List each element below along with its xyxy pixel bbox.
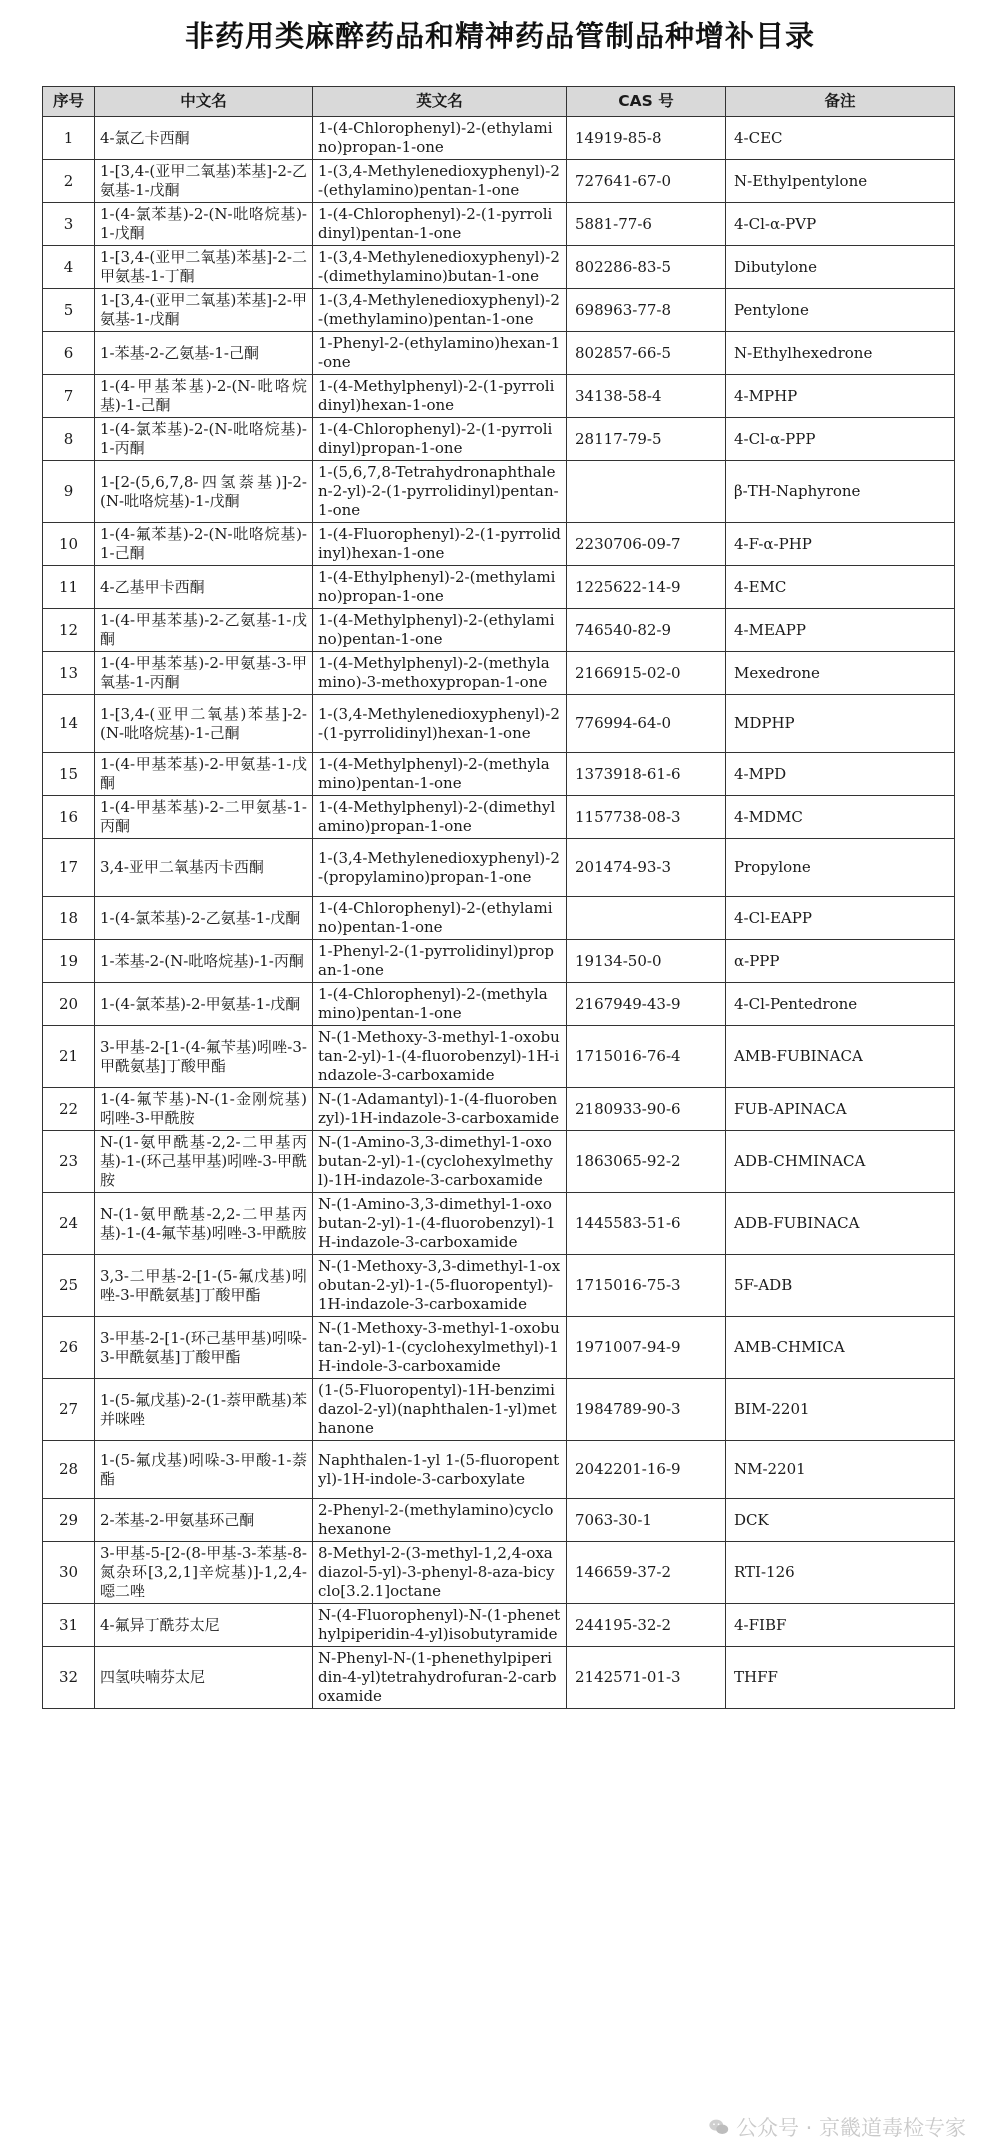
table-row xyxy=(43,1317,955,1379)
cell-chinese-name: 四氢呋喃芬太尼 xyxy=(95,1647,313,1709)
cell-english-name: N-(1-Methoxy-3,3-dimethyl-1-oxobutan-2-yl)-1-(5-fluoropentyl)-1H-indazole-3-carboxamide xyxy=(313,1255,567,1317)
cell-note: 4-Cl-Pentedrone xyxy=(726,983,955,1026)
cell-english-name: 1-(3,4-Methylenedioxyphenyl)-2-(dimethylamino)butan-1-one xyxy=(313,246,567,289)
table-row xyxy=(43,289,955,332)
cell-cas: 727641-67-0 xyxy=(567,160,726,203)
table-row xyxy=(43,1088,955,1131)
cell-index: 12 xyxy=(43,609,95,652)
cell-index: 16 xyxy=(43,796,95,839)
table-row xyxy=(43,160,955,203)
cell-note: AMB-CHMICA xyxy=(726,1317,955,1379)
table-body xyxy=(43,117,955,1709)
cell-chinese-name: 1-(4-氟苯基)-2-(N-吡咯烷基)-1-己酮 xyxy=(95,523,313,566)
cell-note: 4-CEC xyxy=(726,117,955,160)
cell-index: 2 xyxy=(43,160,95,203)
cell-english-name: N-(1-Methoxy-3-methyl-1-oxobutan-2-yl)-1-(cyclohexylmethyl)-1H-indole-3-carboxamide xyxy=(313,1317,567,1379)
cell-note: MDPHP xyxy=(726,695,955,753)
cell-english-name: 1-(3,4-Methylenedioxyphenyl)-2-(propylamino)propan-1-one xyxy=(313,839,567,897)
cell-chinese-name: 3-甲基-5-[2-(8-甲基-3-苯基-8-氮杂环[3,2,1]辛烷基)]-1,2,4-噁二唑 xyxy=(95,1542,313,1604)
table-row xyxy=(43,566,955,609)
cell-chinese-name: 1-苯基-2-(N-吡咯烷基)-1-丙酮 xyxy=(95,940,313,983)
cell-cas: 1225622-14-9 xyxy=(567,566,726,609)
cell-note: 4-F-α-PHP xyxy=(726,523,955,566)
header-index: 序号 xyxy=(43,87,95,117)
cell-cas: 28117-79-5 xyxy=(567,418,726,461)
cell-note: FUB-APINACA xyxy=(726,1088,955,1131)
cell-chinese-name: 1-(5-氟戊基)-2-(1-萘甲酰基)苯并咪唑 xyxy=(95,1379,313,1441)
table-row xyxy=(43,695,955,753)
cell-index: 27 xyxy=(43,1379,95,1441)
table-row xyxy=(43,1193,955,1255)
cell-english-name: N-(1-Methoxy-3-methyl-1-oxobutan-2-yl)-1-(4-fluorobenzyl)-1H-indazole-3-carboxamide xyxy=(313,1026,567,1088)
header-chinese-name: 中文名 xyxy=(95,87,313,117)
cell-note: RTI-126 xyxy=(726,1542,955,1604)
cell-index: 14 xyxy=(43,695,95,753)
cell-chinese-name: 1-(4-氯苯基)-2-(N-吡咯烷基)-1-丙酮 xyxy=(95,418,313,461)
cell-english-name: 1-(4-Methylphenyl)-2-(ethylamino)pentan-1-one xyxy=(313,609,567,652)
table-row xyxy=(43,332,955,375)
header-english-name: 英文名 xyxy=(313,87,567,117)
cell-chinese-name: 2-苯基-2-甲氨基环己酮 xyxy=(95,1499,313,1542)
cell-english-name: 1-(4-Methylphenyl)-2-(methylamino)-3-methoxypropan-1-one xyxy=(313,652,567,695)
cell-english-name: 1-(4-Chlorophenyl)-2-(ethylamino)pentan-1-one xyxy=(313,897,567,940)
cell-chinese-name: 4-乙基甲卡西酮 xyxy=(95,566,313,609)
cell-chinese-name: 1-(4-氯苯基)-2-(N-吡咯烷基)-1-戊酮 xyxy=(95,203,313,246)
cell-index: 18 xyxy=(43,897,95,940)
cell-index: 6 xyxy=(43,332,95,375)
cell-english-name: 1-(3,4-Methylenedioxyphenyl)-2-(ethylamino)pentan-1-one xyxy=(313,160,567,203)
cell-chinese-name: 3-甲基-2-[1-(4-氟苄基)吲唑-3-甲酰氨基]丁酸甲酯 xyxy=(95,1026,313,1088)
table-row xyxy=(43,1379,955,1441)
table-row xyxy=(43,609,955,652)
cell-note: 4-MEAPP xyxy=(726,609,955,652)
cell-chinese-name: 4-氟异丁酰芬太尼 xyxy=(95,1604,313,1647)
cell-note: N-Ethylpentylone xyxy=(726,160,955,203)
cell-note: 4-MPHP xyxy=(726,375,955,418)
cell-note: 4-EMC xyxy=(726,566,955,609)
cell-cas: 802857-66-5 xyxy=(567,332,726,375)
cell-chinese-name: 1-苯基-2-乙氨基-1-己酮 xyxy=(95,332,313,375)
controlled-substances-table xyxy=(42,86,955,1709)
cell-index: 21 xyxy=(43,1026,95,1088)
cell-cas: 1715016-76-4 xyxy=(567,1026,726,1088)
table-header-row xyxy=(43,87,955,117)
cell-english-name: 1-Phenyl-2-(ethylamino)hexan-1-one xyxy=(313,332,567,375)
cell-chinese-name: 4-氯乙卡西酮 xyxy=(95,117,313,160)
cell-cas: 34138-58-4 xyxy=(567,375,726,418)
cell-index: 10 xyxy=(43,523,95,566)
cell-index: 24 xyxy=(43,1193,95,1255)
cell-english-name: N-(4-Fluorophenyl)-N-(1-phenethylpiperidin-4-yl)isobutyramide xyxy=(313,1604,567,1647)
cell-chinese-name: 1-(5-氟戊基)吲哚-3-甲酸-1-萘酯 xyxy=(95,1441,313,1499)
cell-english-name: 1-(5,6,7,8-Tetrahydronaphthalen-2-yl)-2-(1-pyrrolidinyl)pentan-1-one xyxy=(313,461,567,523)
cell-cas: 2180933-90-6 xyxy=(567,1088,726,1131)
cell-cas: 776994-64-0 xyxy=(567,695,726,753)
cell-index: 28 xyxy=(43,1441,95,1499)
cell-index: 8 xyxy=(43,418,95,461)
cell-chinese-name: 1-[2-(5,6,7,8-四氢萘基)]-2-(N-吡咯烷基)-1-戊酮 xyxy=(95,461,313,523)
cell-chinese-name: N-(1-氨甲酰基-2,2-二甲基丙基)-1-(环己基甲基)吲唑-3-甲酰胺 xyxy=(95,1131,313,1193)
cell-note: 5F-ADB xyxy=(726,1255,955,1317)
cell-note: Propylone xyxy=(726,839,955,897)
cell-cas: 1445583-51-6 xyxy=(567,1193,726,1255)
cell-index: 11 xyxy=(43,566,95,609)
cell-note: N-Ethylhexedrone xyxy=(726,332,955,375)
cell-note: ADB-FUBINACA xyxy=(726,1193,955,1255)
cell-note: ADB-CHMINACA xyxy=(726,1131,955,1193)
cell-note: Mexedrone xyxy=(726,652,955,695)
cell-english-name: 8-Methyl-2-(3-methyl-1,2,4-oxadiazol-5-yl)-3-phenyl-8-aza-bicyclo[3.2.1]octane xyxy=(313,1542,567,1604)
cell-index: 9 xyxy=(43,461,95,523)
table-row xyxy=(43,203,955,246)
table-row xyxy=(43,1026,955,1088)
cell-note: 4-Cl-EAPP xyxy=(726,897,955,940)
cell-chinese-name: 1-[3,4-(亚甲二氧基)苯基]-2-甲氨基-1-戊酮 xyxy=(95,289,313,332)
watermark xyxy=(708,2112,966,2142)
cell-note: β-TH-Naphyrone xyxy=(726,461,955,523)
table-row xyxy=(43,1499,955,1542)
cell-cas: 2230706-09-7 xyxy=(567,523,726,566)
cell-cas: 2166915-02-0 xyxy=(567,652,726,695)
cell-note: THFF xyxy=(726,1647,955,1709)
table-row xyxy=(43,796,955,839)
cell-english-name: (1-(5-Fluoropentyl)-1H-benzimidazol-2-yl)(naphthalen-1-yl)methanone xyxy=(313,1379,567,1441)
cell-note: Pentylone xyxy=(726,289,955,332)
cell-cas: 201474-93-3 xyxy=(567,839,726,897)
cell-cas xyxy=(567,897,726,940)
cell-cas: 1971007-94-9 xyxy=(567,1317,726,1379)
cell-english-name: N-(1-Adamantyl)-1-(4-fluorobenzyl)-1H-indazole-3-carboxamide xyxy=(313,1088,567,1131)
cell-chinese-name: 1-[3,4-(亚甲二氧基)苯基]-2-二甲氨基-1-丁酮 xyxy=(95,246,313,289)
table-row xyxy=(43,117,955,160)
cell-note: Dibutylone xyxy=(726,246,955,289)
cell-english-name: 1-(4-Ethylphenyl)-2-(methylamino)propan-1-one xyxy=(313,566,567,609)
cell-cas: 1157738-08-3 xyxy=(567,796,726,839)
cell-note: BIM-2201 xyxy=(726,1379,955,1441)
cell-note: 4-FIBF xyxy=(726,1604,955,1647)
cell-note: AMB-FUBINACA xyxy=(726,1026,955,1088)
cell-english-name: 1-(4-Methylphenyl)-2-(dimethylamino)propan-1-one xyxy=(313,796,567,839)
cell-index: 15 xyxy=(43,753,95,796)
table-row xyxy=(43,1131,955,1193)
cell-cas: 146659-37-2 xyxy=(567,1542,726,1604)
cell-cas: 1984789-90-3 xyxy=(567,1379,726,1441)
cell-cas: 5881-77-6 xyxy=(567,203,726,246)
cell-cas: 698963-77-8 xyxy=(567,289,726,332)
cell-cas: 7063-30-1 xyxy=(567,1499,726,1542)
cell-chinese-name: 1-(4-甲基苯基)-2-甲氨基-3-甲氧基-1-丙酮 xyxy=(95,652,313,695)
table-row xyxy=(43,418,955,461)
cell-chinese-name: 1-(4-氟苄基)-N-(1-金刚烷基)吲唑-3-甲酰胺 xyxy=(95,1088,313,1131)
watermark-text: 公众号 · 京畿道毒检专家 xyxy=(735,2116,966,2140)
cell-english-name: 1-(4-Chlorophenyl)-2-(ethylamino)propan-1-one xyxy=(313,117,567,160)
cell-english-name: 1-(4-Chlorophenyl)-2-(methylamino)pentan-1-one xyxy=(313,983,567,1026)
cell-english-name: 1-(4-Methylphenyl)-2-(1-pyrrolidinyl)hexan-1-one xyxy=(313,375,567,418)
table-row xyxy=(43,246,955,289)
table-row xyxy=(43,1604,955,1647)
table-row xyxy=(43,897,955,940)
cell-index: 23 xyxy=(43,1131,95,1193)
cell-english-name: 1-(4-Chlorophenyl)-2-(1-pyrrolidinyl)propan-1-one xyxy=(313,418,567,461)
cell-index: 29 xyxy=(43,1499,95,1542)
table-row xyxy=(43,523,955,566)
cell-index: 26 xyxy=(43,1317,95,1379)
table-row xyxy=(43,753,955,796)
cell-chinese-name: 1-(4-甲基苯基)-2-(N-吡咯烷基)-1-己酮 xyxy=(95,375,313,418)
cell-index: 5 xyxy=(43,289,95,332)
wechat-icon xyxy=(708,2116,730,2138)
cell-cas: 2167949-43-9 xyxy=(567,983,726,1026)
table-row xyxy=(43,1647,955,1709)
cell-english-name: 2-Phenyl-2-(methylamino)cyclohexanone xyxy=(313,1499,567,1542)
cell-index: 3 xyxy=(43,203,95,246)
cell-cas: 244195-32-2 xyxy=(567,1604,726,1647)
cell-chinese-name: 1-(4-甲基苯基)-2-乙氨基-1-戊酮 xyxy=(95,609,313,652)
cell-index: 19 xyxy=(43,940,95,983)
cell-chinese-name: 1-[3,4-(亚甲二氧基)苯基]-2-(N-吡咯烷基)-1-己酮 xyxy=(95,695,313,753)
cell-index: 30 xyxy=(43,1542,95,1604)
cell-index: 25 xyxy=(43,1255,95,1317)
table-row xyxy=(43,375,955,418)
table-row xyxy=(43,461,955,523)
cell-chinese-name: 3-甲基-2-[1-(环己基甲基)吲哚-3-甲酰氨基]丁酸甲酯 xyxy=(95,1317,313,1379)
cell-english-name: 1-(4-Methylphenyl)-2-(methylamino)pentan-1-one xyxy=(313,753,567,796)
header-cas: CAS 号 xyxy=(567,87,726,117)
cell-chinese-name: 1-(4-甲基苯基)-2-甲氨基-1-戊酮 xyxy=(95,753,313,796)
header-note: 备注 xyxy=(726,87,955,117)
cell-index: 22 xyxy=(43,1088,95,1131)
cell-chinese-name: 3,3-二甲基-2-[1-(5-氟戊基)吲唑-3-甲酰氨基]丁酸甲酯 xyxy=(95,1255,313,1317)
cell-note: α-PPP xyxy=(726,940,955,983)
cell-note: NM-2201 xyxy=(726,1441,955,1499)
cell-chinese-name: 1-[3,4-(亚甲二氧基)苯基]-2-乙氨基-1-戊酮 xyxy=(95,160,313,203)
cell-index: 7 xyxy=(43,375,95,418)
cell-index: 13 xyxy=(43,652,95,695)
cell-english-name: N-(1-Amino-3,3-dimethyl-1-oxobutan-2-yl)-1-(cyclohexylmethyl)-1H-indazole-3-carboxamide xyxy=(313,1131,567,1193)
cell-index: 31 xyxy=(43,1604,95,1647)
cell-chinese-name: 1-(4-氯苯基)-2-甲氨基-1-戊酮 xyxy=(95,983,313,1026)
table-row xyxy=(43,839,955,897)
table-row xyxy=(43,652,955,695)
page-title: 非药用类麻醉药品和精神药品管制品种增补目录 xyxy=(184,19,815,53)
table-row xyxy=(43,1441,955,1499)
table-row xyxy=(43,1542,955,1604)
cell-note: 4-Cl-α-PPP xyxy=(726,418,955,461)
cell-cas: 1715016-75-3 xyxy=(567,1255,726,1317)
cell-chinese-name: N-(1-氨甲酰基-2,2-二甲基丙基)-1-(4-氟苄基)吲唑-3-甲酰胺 xyxy=(95,1193,313,1255)
cell-cas xyxy=(567,461,726,523)
cell-english-name: 1-Phenyl-2-(1-pyrrolidinyl)propan-1-one xyxy=(313,940,567,983)
cell-cas: 802286-83-5 xyxy=(567,246,726,289)
cell-index: 20 xyxy=(43,983,95,1026)
cell-cas: 746540-82-9 xyxy=(567,609,726,652)
cell-english-name: 1-(4-Fluorophenyl)-2-(1-pyrrolidinyl)hexan-1-one xyxy=(313,523,567,566)
cell-cas: 1863065-92-2 xyxy=(567,1131,726,1193)
cell-index: 32 xyxy=(43,1647,95,1709)
cell-cas: 19134-50-0 xyxy=(567,940,726,983)
cell-index: 4 xyxy=(43,246,95,289)
cell-english-name: 1-(4-Chlorophenyl)-2-(1-pyrrolidinyl)pentan-1-one xyxy=(313,203,567,246)
table-row xyxy=(43,983,955,1026)
cell-note: 4-Cl-α-PVP xyxy=(726,203,955,246)
cell-cas: 14919-85-8 xyxy=(567,117,726,160)
cell-index: 17 xyxy=(43,839,95,897)
cell-cas: 1373918-61-6 xyxy=(567,753,726,796)
cell-chinese-name: 1-(4-甲基苯基)-2-二甲氨基-1-丙酮 xyxy=(95,796,313,839)
table-row xyxy=(43,940,955,983)
cell-english-name: N-(1-Amino-3,3-dimethyl-1-oxobutan-2-yl)-1-(4-fluorobenzyl)-1H-indazole-3-carboxamide xyxy=(313,1193,567,1255)
cell-english-name: 1-(3,4-Methylenedioxyphenyl)-2-(methylamino)pentan-1-one xyxy=(313,289,567,332)
cell-chinese-name: 3,4-亚甲二氧基丙卡西酮 xyxy=(95,839,313,897)
cell-english-name: 1-(3,4-Methylenedioxyphenyl)-2-(1-pyrrolidinyl)hexan-1-one xyxy=(313,695,567,753)
cell-chinese-name: 1-(4-氯苯基)-2-乙氨基-1-戊酮 xyxy=(95,897,313,940)
table-row xyxy=(43,1255,955,1317)
cell-note: DCK xyxy=(726,1499,955,1542)
cell-english-name: N-Phenyl-N-(1-phenethylpiperidin-4-yl)tetrahydrofuran-2-carboxamide xyxy=(313,1647,567,1709)
cell-english-name: Naphthalen-1-yl 1-(5-fluoropentyl)-1H-indole-3-carboxylate xyxy=(313,1441,567,1499)
cell-cas: 2142571-01-3 xyxy=(567,1647,726,1709)
cell-index: 1 xyxy=(43,117,95,160)
cell-cas: 2042201-16-9 xyxy=(567,1441,726,1499)
cell-note: 4-MDMC xyxy=(726,796,955,839)
cell-note: 4-MPD xyxy=(726,753,955,796)
